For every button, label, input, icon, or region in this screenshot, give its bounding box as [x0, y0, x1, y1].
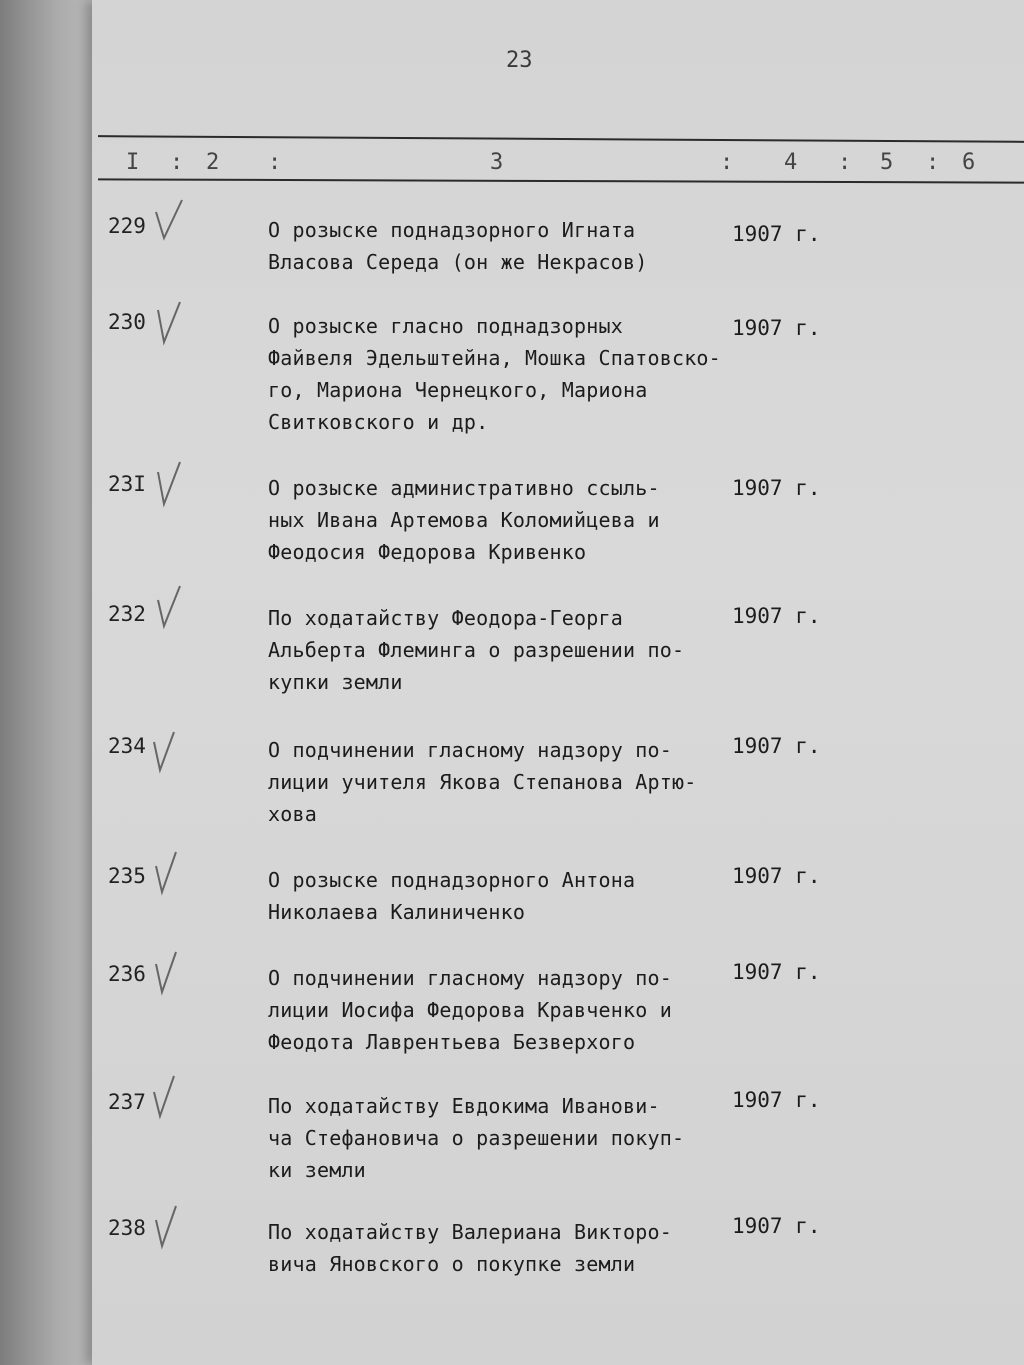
entry-description: О подчинении гласному надзору по- лиции Иосифа Федорова Кравченко и Феодота Лаврентьева Безверхого: [268, 966, 672, 1054]
entry-number: 232: [108, 602, 146, 626]
entry-year: 1907 г.: [732, 222, 821, 246]
entry-year: 1907 г.: [732, 316, 821, 340]
entry-year: 1907 г.: [732, 1088, 821, 1112]
header-sep-5: :: [926, 150, 940, 175]
header-col-3: 3: [490, 150, 504, 175]
header-col-5: 5: [880, 150, 894, 175]
binding-edge: [0, 0, 92, 1365]
entry-description: О розыске административно ссыль- ных Ивана Артемова Коломийцева и Феодосия Федорова Кривенко: [268, 476, 660, 564]
entry-number: 237: [108, 1090, 146, 1114]
entry-year: 1907 г.: [732, 604, 821, 628]
checkmark-icon: [152, 460, 192, 508]
entry-number: 234: [108, 734, 146, 758]
entry-description: О розыске поднадзорного Антона Николаева Калиниченко: [268, 868, 636, 924]
checkmark-icon: [152, 300, 192, 348]
entry-number: 238: [108, 1216, 146, 1240]
checkmark-icon: [152, 950, 192, 998]
header-sep-4: :: [838, 150, 852, 175]
entry-number: 235: [108, 864, 146, 888]
checkmark-icon: [152, 584, 192, 632]
entry-year: 1907 г.: [732, 1214, 821, 1238]
entry-description: О розыске поднадзорного Игната Власова Середа (он же Некрасов): [268, 218, 648, 274]
header-col-2: 2: [206, 150, 220, 175]
checkmark-icon: [152, 1074, 192, 1122]
entry-number: 236: [108, 962, 146, 986]
header-col-1: I: [126, 150, 140, 175]
entry-description: По ходатайству Феодора-Георга Альберта Флеминга о разрешении по- купки земли: [268, 606, 685, 694]
entry-number: 23I: [108, 472, 146, 496]
page-number: 23: [506, 48, 533, 73]
entry-year: 1907 г.: [732, 734, 821, 758]
checkmark-icon: [152, 198, 192, 246]
header-sep-2: :: [268, 150, 282, 175]
entry-year: 1907 г.: [732, 864, 821, 888]
entry-description: О розыске гласно поднадзорных Файвеля Эдельштейна, Мошка Спатовско- го, Мариона Чернецкого, Мариона Свитковского и др.: [268, 314, 721, 434]
entry-description: По ходатайству Валериана Викторо- вича Яновского о покупке земли: [268, 1220, 672, 1276]
entry-description: По ходатайству Евдокима Иванови- ча Стефановича о разрешении покуп- ки земли: [268, 1094, 685, 1182]
header-col-6: 6: [962, 150, 976, 175]
checkmark-icon: [152, 850, 192, 898]
header-col-4: 4: [784, 150, 798, 175]
entry-year: 1907 г.: [732, 960, 821, 984]
checkmark-icon: [152, 728, 192, 776]
checkmark-icon: [152, 1204, 192, 1252]
entry-description: О подчинении гласному надзору по- лиции учителя Якова Степанова Артю- хова: [268, 738, 697, 826]
header-sep-1: :: [170, 150, 184, 175]
entry-number: 230: [108, 310, 146, 334]
header-sep-3: :: [720, 150, 734, 175]
entry-year: 1907 г.: [732, 476, 821, 500]
entry-number: 229: [108, 214, 146, 238]
